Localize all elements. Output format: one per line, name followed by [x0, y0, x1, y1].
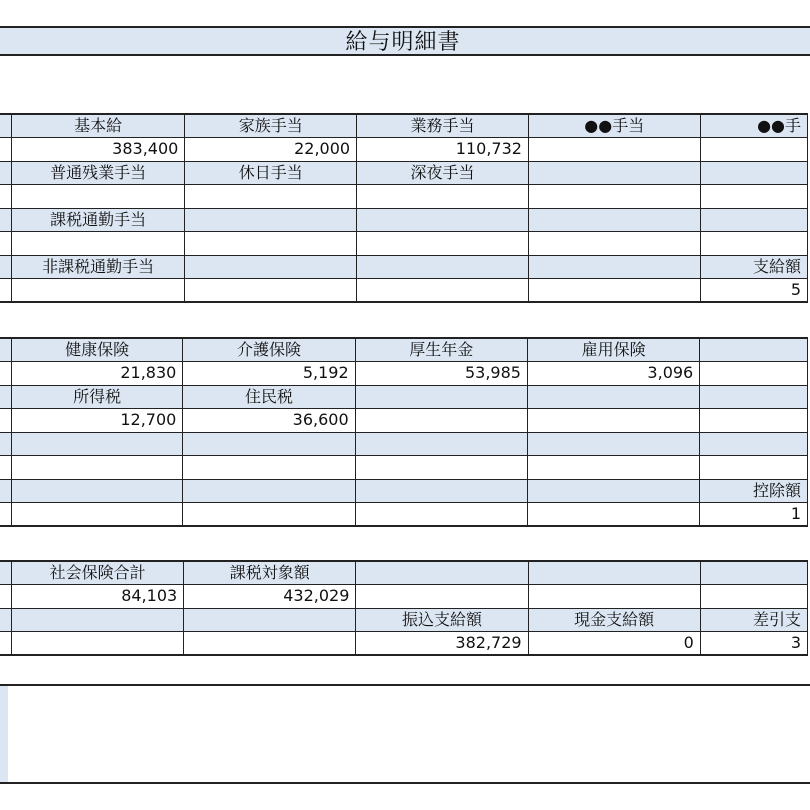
value-cell[interactable] — [528, 185, 700, 209]
label-cell — [185, 208, 357, 232]
row-gutter — [0, 161, 12, 185]
deductions-row — [0, 432, 808, 456]
label-cell: 雇用保険 — [527, 338, 699, 362]
value-cell[interactable] — [355, 503, 527, 527]
deductions-table — [0, 337, 808, 527]
label-cell: 介護保険 — [183, 338, 355, 362]
value-cell[interactable]: 1 — [700, 503, 808, 527]
label-cell — [528, 255, 700, 279]
value-cell[interactable] — [528, 232, 700, 256]
label-cell: 非課税通勤手当 — [12, 255, 185, 279]
value-cell[interactable] — [356, 585, 528, 609]
row-gutter — [0, 232, 12, 256]
payments-row — [0, 208, 808, 232]
value-cell[interactable] — [185, 232, 357, 256]
value-cell[interactable] — [12, 503, 183, 527]
value-cell[interactable] — [700, 185, 807, 209]
label-cell — [528, 561, 700, 585]
label-cell: 業務手当 — [357, 114, 529, 138]
label-cell — [183, 479, 355, 503]
row-gutter — [0, 279, 12, 303]
label-cell: 深夜手当 — [357, 161, 529, 185]
label-cell — [12, 479, 183, 503]
row-gutter — [0, 138, 12, 162]
value-cell[interactable] — [183, 503, 355, 527]
totals-row — [0, 632, 808, 656]
label-cell — [700, 338, 808, 362]
deductions-row — [0, 409, 808, 433]
remarks-box — [0, 684, 810, 784]
label-cell: 基本給 — [12, 114, 185, 138]
row-gutter — [0, 585, 12, 609]
value-cell[interactable]: 382,729 — [356, 632, 528, 656]
label-cell: 所得税 — [12, 385, 183, 409]
deductions-row — [0, 385, 808, 409]
totals-row — [0, 608, 808, 632]
row-gutter — [0, 608, 12, 632]
row-gutter — [0, 338, 12, 362]
value-cell[interactable]: 432,029 — [184, 585, 356, 609]
label-cell: 厚生年金 — [355, 338, 527, 362]
label-cell — [527, 479, 699, 503]
value-cell[interactable] — [355, 456, 527, 480]
value-cell[interactable]: 21,830 — [12, 362, 183, 386]
row-gutter — [0, 632, 12, 656]
label-cell — [355, 385, 527, 409]
payments-row — [0, 114, 808, 138]
value-cell[interactable] — [12, 279, 185, 303]
value-cell[interactable] — [527, 409, 699, 433]
row-gutter — [0, 362, 12, 386]
value-cell[interactable] — [527, 503, 699, 527]
label-cell — [357, 255, 529, 279]
value-cell[interactable] — [357, 185, 529, 209]
value-cell[interactable] — [185, 279, 357, 303]
label-cell: 社会保険合計 — [12, 561, 184, 585]
label-cell — [527, 432, 699, 456]
document-title: 給与明細書 — [345, 30, 461, 55]
label-cell: 支給額 — [700, 255, 807, 279]
value-cell[interactable]: 84,103 — [12, 585, 184, 609]
value-cell[interactable] — [12, 232, 185, 256]
deductions-row — [0, 338, 808, 362]
label-cell — [700, 161, 807, 185]
value-cell[interactable]: 12,700 — [12, 409, 183, 433]
value-cell[interactable]: 53,985 — [355, 362, 527, 386]
deductions-row — [0, 503, 808, 527]
payments-row — [0, 279, 808, 303]
value-cell[interactable] — [12, 185, 185, 209]
row-gutter — [0, 385, 12, 409]
label-cell — [355, 432, 527, 456]
totals-row — [0, 585, 808, 609]
value-cell[interactable] — [700, 232, 807, 256]
value-cell[interactable]: 5 — [700, 279, 807, 303]
value-cell[interactable] — [357, 279, 529, 303]
payments-table — [0, 113, 808, 303]
row-gutter — [0, 503, 12, 527]
label-cell — [357, 208, 529, 232]
totals-table — [0, 560, 808, 656]
value-cell[interactable] — [528, 138, 700, 162]
deductions-row — [0, 479, 808, 503]
value-cell[interactable]: 110,732 — [357, 138, 529, 162]
label-cell — [185, 255, 357, 279]
payments-row — [0, 161, 808, 185]
value-cell[interactable] — [183, 456, 355, 480]
value-cell[interactable] — [528, 279, 700, 303]
row-gutter — [0, 208, 12, 232]
row-gutter — [0, 114, 12, 138]
value-cell[interactable] — [528, 585, 700, 609]
label-cell — [183, 432, 355, 456]
label-cell: ●●手 — [700, 114, 807, 138]
value-cell[interactable] — [355, 409, 527, 433]
label-cell: 控除額 — [700, 479, 808, 503]
value-cell[interactable] — [12, 456, 183, 480]
label-cell: 課税対象額 — [184, 561, 356, 585]
row-gutter — [0, 409, 12, 433]
title-bar — [0, 26, 810, 56]
label-cell: 現金支給額 — [528, 608, 700, 632]
value-cell[interactable] — [700, 138, 807, 162]
label-cell: ●●手当 — [528, 114, 700, 138]
value-cell[interactable] — [700, 362, 808, 386]
payments-row — [0, 255, 808, 279]
row-gutter — [0, 185, 12, 209]
payments-row — [0, 185, 808, 209]
label-cell: 休日手当 — [185, 161, 357, 185]
value-cell[interactable]: 3,096 — [527, 362, 699, 386]
label-cell — [528, 161, 700, 185]
row-gutter — [0, 255, 12, 279]
row-gutter — [0, 479, 12, 503]
totals-row — [0, 561, 808, 585]
label-cell — [355, 479, 527, 503]
value-cell[interactable] — [700, 456, 808, 480]
value-cell[interactable] — [185, 185, 357, 209]
value-cell[interactable] — [700, 409, 808, 433]
label-cell — [356, 561, 528, 585]
row-gutter — [0, 432, 12, 456]
deductions-row — [0, 362, 808, 386]
value-cell[interactable] — [357, 232, 529, 256]
label-cell: 課税通勤手当 — [12, 208, 185, 232]
label-cell — [12, 432, 183, 456]
label-cell — [527, 385, 699, 409]
label-cell: 家族手当 — [185, 114, 357, 138]
deductions-row — [0, 456, 808, 480]
value-cell[interactable]: 36,600 — [183, 409, 355, 433]
value-cell[interactable]: 5,192 — [183, 362, 355, 386]
value-cell[interactable]: 22,000 — [185, 138, 357, 162]
label-cell — [700, 432, 808, 456]
label-cell — [184, 608, 356, 632]
remarks-gutter — [0, 686, 8, 782]
label-cell — [528, 208, 700, 232]
label-cell: 差引支 — [700, 608, 807, 632]
label-cell — [700, 208, 807, 232]
value-cell[interactable]: 383,400 — [12, 138, 185, 162]
label-cell: 振込支給額 — [356, 608, 528, 632]
label-cell: 普通残業手当 — [12, 161, 185, 185]
value-cell[interactable] — [184, 632, 356, 656]
label-cell — [700, 385, 808, 409]
value-cell[interactable] — [527, 456, 699, 480]
payments-row — [0, 232, 808, 256]
value-cell[interactable]: 0 — [528, 632, 700, 656]
label-cell — [700, 561, 807, 585]
value-cell[interactable] — [12, 632, 184, 656]
value-cell[interactable] — [700, 585, 807, 609]
row-gutter — [0, 561, 12, 585]
value-cell[interactable]: 3 — [700, 632, 807, 656]
label-cell — [12, 608, 184, 632]
label-cell: 健康保険 — [12, 338, 183, 362]
payments-row — [0, 138, 808, 162]
row-gutter — [0, 456, 12, 480]
label-cell: 住民税 — [183, 385, 355, 409]
